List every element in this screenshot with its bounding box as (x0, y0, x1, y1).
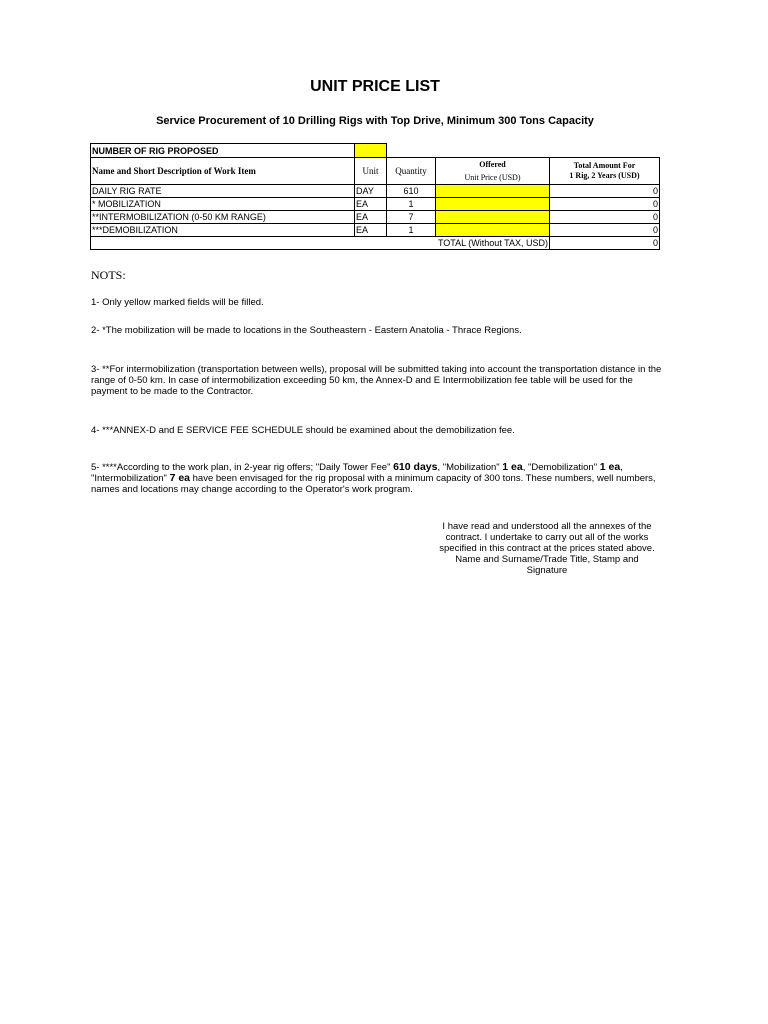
note-5-text: , "Demobilization" (522, 462, 600, 473)
rig-count-row (91, 144, 660, 158)
row-total: 0 (550, 185, 660, 198)
row-unit: EA (355, 198, 387, 211)
row-name: DAILY RIG RATE (91, 185, 355, 198)
signature-block (436, 521, 658, 576)
header-offered-line2: Unit Price (USD) (464, 172, 521, 182)
row-total: 0 (550, 224, 660, 237)
row-name: ***DEMOBILIZATION (91, 224, 355, 237)
total-value: 0 (550, 237, 660, 250)
header-offered-unit-price (436, 158, 550, 185)
row-quantity: 1 (387, 198, 436, 211)
page-title: UNIT PRICE LIST (310, 78, 440, 95)
note-5-mob: 1 ea (502, 461, 523, 473)
row-unit: EA (355, 211, 387, 224)
note-5-text: , "Intermobilization" (91, 462, 623, 484)
header-quantity: Quantity (387, 158, 436, 185)
total-label: TOTAL (Without TAX, USD) (91, 237, 550, 250)
note-5-text: , "Mobilization" (437, 462, 503, 473)
row-total: 0 (550, 198, 660, 211)
page-subtitle: Service Procurement of 10 Drilling Rigs with Top Drive, Minimum 300 Tons Capacity (156, 115, 594, 127)
table-row (91, 185, 660, 198)
table-row (91, 211, 660, 224)
row-quantity: 610 (387, 185, 436, 198)
signature-statement: I have read and understood all the annexes of the contract. I undertake to carry out all of the works specified in this contract at the prices stated above. (439, 521, 655, 554)
total-row (91, 237, 660, 250)
note-1: 1- Only yellow marked fields will be filled. (91, 297, 264, 308)
header-total-line1: Total Amount For (573, 161, 636, 170)
header-name: Name and Short Description of Work Item (91, 158, 355, 185)
notes-heading: NOTS: (91, 268, 126, 282)
note-5-days: 610 days (393, 461, 438, 473)
note-2: 2- *The mobilization will be made to locations in the Southeastern - Eastern Anatolia - Thrace Regions. (91, 325, 522, 336)
table-row (91, 198, 660, 211)
table-row (91, 224, 660, 237)
row-quantity: 1 (387, 224, 436, 237)
rig-count-input[interactable] (355, 144, 387, 158)
note-5-text: have been envisaged for the rig proposal with a minimum capacity of 300 tons. These numbers, well numbers, names and locations may change according to the Operator's work program. (91, 473, 656, 495)
row-unit: DAY (355, 185, 387, 198)
note-3: 3- **For intermobilization (transportation between wells), proposal will be submitted taking into account the transportation distance in the range of 0-50 km. In case of intermobilization exceeding 50 km, the Annex-D and E Intermobilization fee table will be used for the payment to be made to the Contractor. (91, 364, 662, 397)
table-header-row (91, 158, 660, 185)
note-5-demob: 1 ea (599, 461, 621, 473)
note-5 (91, 462, 663, 495)
rig-count-label: NUMBER OF RIG PROPOSED (91, 144, 355, 158)
note-5-text: 5- ****According to the work plan, in 2-year rig offers; "Daily Tower Fee" (91, 462, 394, 473)
row-total: 0 (550, 211, 660, 224)
unit-price-input[interactable] (436, 198, 550, 211)
header-offered-line1: Offered (479, 159, 506, 169)
row-quantity: 7 (387, 211, 436, 224)
row-unit: EA (355, 224, 387, 237)
header-unit: Unit (355, 158, 387, 185)
unit-price-input[interactable] (436, 211, 550, 224)
header-total-line2: 1 Rig, 2 Years (USD) (569, 171, 640, 180)
unit-price-input[interactable] (436, 224, 550, 237)
header-total-amount (550, 158, 660, 185)
note-4: 4- ***ANNEX-D and E SERVICE FEE SCHEDULE should be examined about the demobilization fee. (91, 425, 515, 436)
unit-price-input[interactable] (436, 185, 550, 198)
unit-price-table (90, 143, 660, 250)
row-name: * MOBILIZATION (91, 198, 355, 211)
signature-line: Name and Surname/Trade Title, Stamp and Signature (455, 554, 639, 576)
row-name: **INTERMOBILIZATION (0-50 KM RANGE) (91, 211, 355, 224)
note-5-intermob: 7 ea (169, 472, 190, 484)
